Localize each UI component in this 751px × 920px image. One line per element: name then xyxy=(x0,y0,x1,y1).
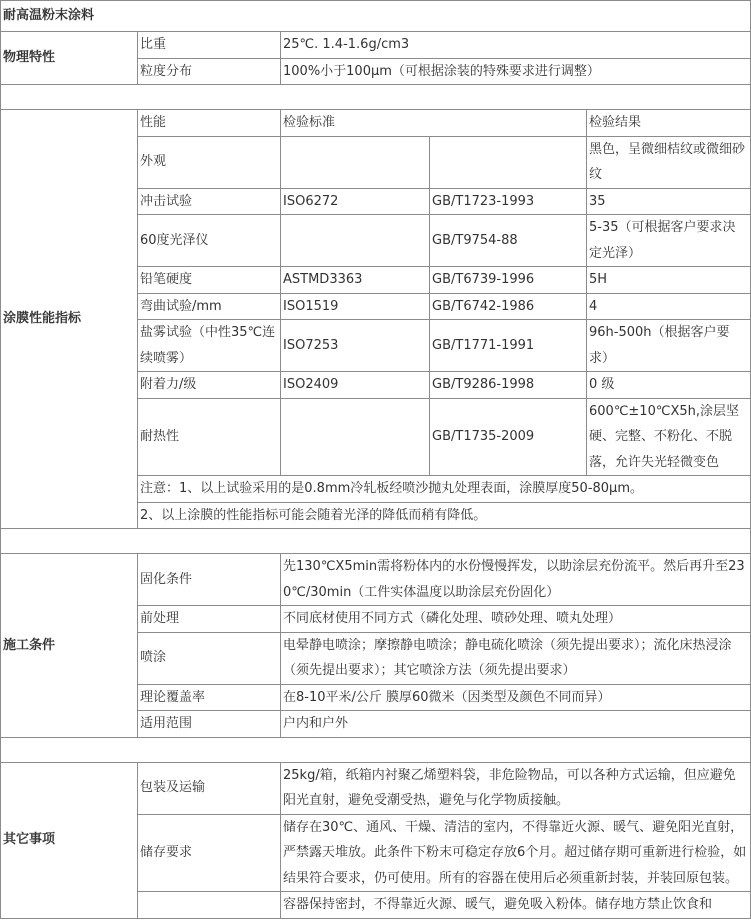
cell-gb: GB/T9286-1998 xyxy=(430,372,587,399)
cell-gb: GB/T9754-88 xyxy=(430,215,587,267)
table-row xyxy=(1,110,751,137)
cell-result: 黑色，呈微细桔纹或微细砂纹 xyxy=(587,136,751,188)
spacer-cell xyxy=(1,529,751,554)
cell-result: 4 xyxy=(587,293,751,320)
row-value: 先130℃X5min需将粉体内的水份慢慢挥发，以助涂层充份流平。然后再升至230℃/30min（工件实体温度以助涂层充份固化） xyxy=(281,554,751,606)
cell-result: 35 xyxy=(587,188,751,215)
cell-gb: GB/T1723-1993 xyxy=(430,188,587,215)
cell-iso xyxy=(281,398,430,476)
cell-gb: GB/T6739-1996 xyxy=(430,267,587,294)
cell-iso xyxy=(281,215,430,267)
cell-result: 5-35（可根据客户要求决定光泽） xyxy=(587,215,751,267)
cell-result: 5H xyxy=(587,267,751,294)
spacer-cell xyxy=(1,85,751,110)
row-label: 前处理 xyxy=(138,606,281,633)
row-label: 适用范围 xyxy=(138,711,281,738)
cell-iso xyxy=(281,136,430,188)
table-row xyxy=(1,762,751,814)
row-value: 容器保持密封，不得靠近火源、暖气，避免吸入粉体。储存地方禁止饮食和 xyxy=(281,892,751,919)
header-standard: 检验标准 xyxy=(281,110,587,137)
row-value: 100%小于100μm（可根据涂装的特殊要求进行调整） xyxy=(281,58,751,85)
table-row xyxy=(1,554,751,606)
row-label: 固化条件 xyxy=(138,554,281,606)
cell-property: 铅笔硬度 xyxy=(138,267,281,294)
row-label: 包装及运输 xyxy=(138,762,281,814)
title-row xyxy=(1,1,751,32)
header-property: 性能 xyxy=(138,110,281,137)
cell-property: 弯曲试验/mm xyxy=(138,293,281,320)
row-value: 电晕静电喷涂；摩擦静电喷涂；静电硫化喷涂（须先提出要求）；流化床热浸涂（须先提出要求）；其它喷涂方法（须先提出要求） xyxy=(281,632,751,684)
cell-property: 附着力/级 xyxy=(138,372,281,399)
cell-property: 60度光泽仪 xyxy=(138,215,281,267)
cell-property: 外观 xyxy=(138,136,281,188)
table-row xyxy=(1,32,751,59)
header-result: 检验结果 xyxy=(587,110,751,137)
section-physical: 物理特性 xyxy=(1,32,138,85)
row-value: 25℃. 1.4-1.6g/cm3 xyxy=(281,32,751,59)
row-value: 25kg/箱，纸箱内衬聚乙烯塑料袋，非危险物品，可以各种方式运输，但应避免阳光直射，避免受潮受热，避免与化学物质接触。 xyxy=(281,762,751,814)
section-coating: 涂膜性能指标 xyxy=(1,110,138,529)
cell-gb: GB/T1735-2009 xyxy=(430,398,587,476)
spacer-row xyxy=(1,737,751,762)
row-value: 储存在30℃、通风、干燥、清洁的室内，不得靠近火源、暖气、避免阳光直射，严禁露天堆放。此条件下粉末可稳定存放6个月。超过储存期可重新进行检验，如结果符合要求，仍可使用。所有的容器在使用后必须重新封装，并装回原包装。 xyxy=(281,814,751,892)
cell-result: 96h-500h（根据客户要求） xyxy=(587,320,751,372)
cell-iso: ISO2409 xyxy=(281,372,430,399)
cell-property: 耐热性 xyxy=(138,398,281,476)
cell-iso: ISO6272 xyxy=(281,188,430,215)
section-construction: 施工条件 xyxy=(1,554,138,738)
page-title: 耐高温粉末涂料 xyxy=(1,1,751,32)
row-label: 比重 xyxy=(138,32,281,59)
spacer-row xyxy=(1,85,751,110)
note-2: 2、以上涂膜的性能指标可能会随着光泽的降低而稍有降低。 xyxy=(138,502,751,529)
row-label: 储存要求 xyxy=(138,814,281,892)
cell-gb: GB/T6742-1986 xyxy=(430,293,587,320)
cell-property: 盐雾试验（中性35℃连续喷雾） xyxy=(138,320,281,372)
cell-result: 600℃±10℃X5h,涂层坚硬、完整、不粉化、不脱落，允许失光轻微变色 xyxy=(587,398,751,476)
row-label: 喷涂 xyxy=(138,632,281,684)
note-1: 注意：1、以上试验采用的是0.8mm冷轧板经喷沙抛丸处理表面，涂膜厚度50-80μm。 xyxy=(138,476,751,503)
spacer-cell xyxy=(1,737,751,762)
row-label: 粒度分布 xyxy=(138,58,281,85)
row-value: 在8-10平米/公斤 膜厚60微米（因类型及颜色不同而异） xyxy=(281,684,751,711)
cell-iso: ISO1519 xyxy=(281,293,430,320)
row-label: 理论覆盖率 xyxy=(138,684,281,711)
cell-gb xyxy=(430,136,587,188)
spacer-row xyxy=(1,529,751,554)
row-value: 户内和户外 xyxy=(281,711,751,738)
cell-property: 冲击试验 xyxy=(138,188,281,215)
cell-iso: ASTMD3363 xyxy=(281,267,430,294)
row-value: 不同底材使用不同方式（磷化处理、喷砂处理、喷丸处理） xyxy=(281,606,751,633)
cell-gb: GB/T1771-1991 xyxy=(430,320,587,372)
cell-result: 0 级 xyxy=(587,372,751,399)
row-label xyxy=(138,892,281,919)
section-other: 其它事项 xyxy=(1,762,138,918)
cell-iso: ISO7253 xyxy=(281,320,430,372)
